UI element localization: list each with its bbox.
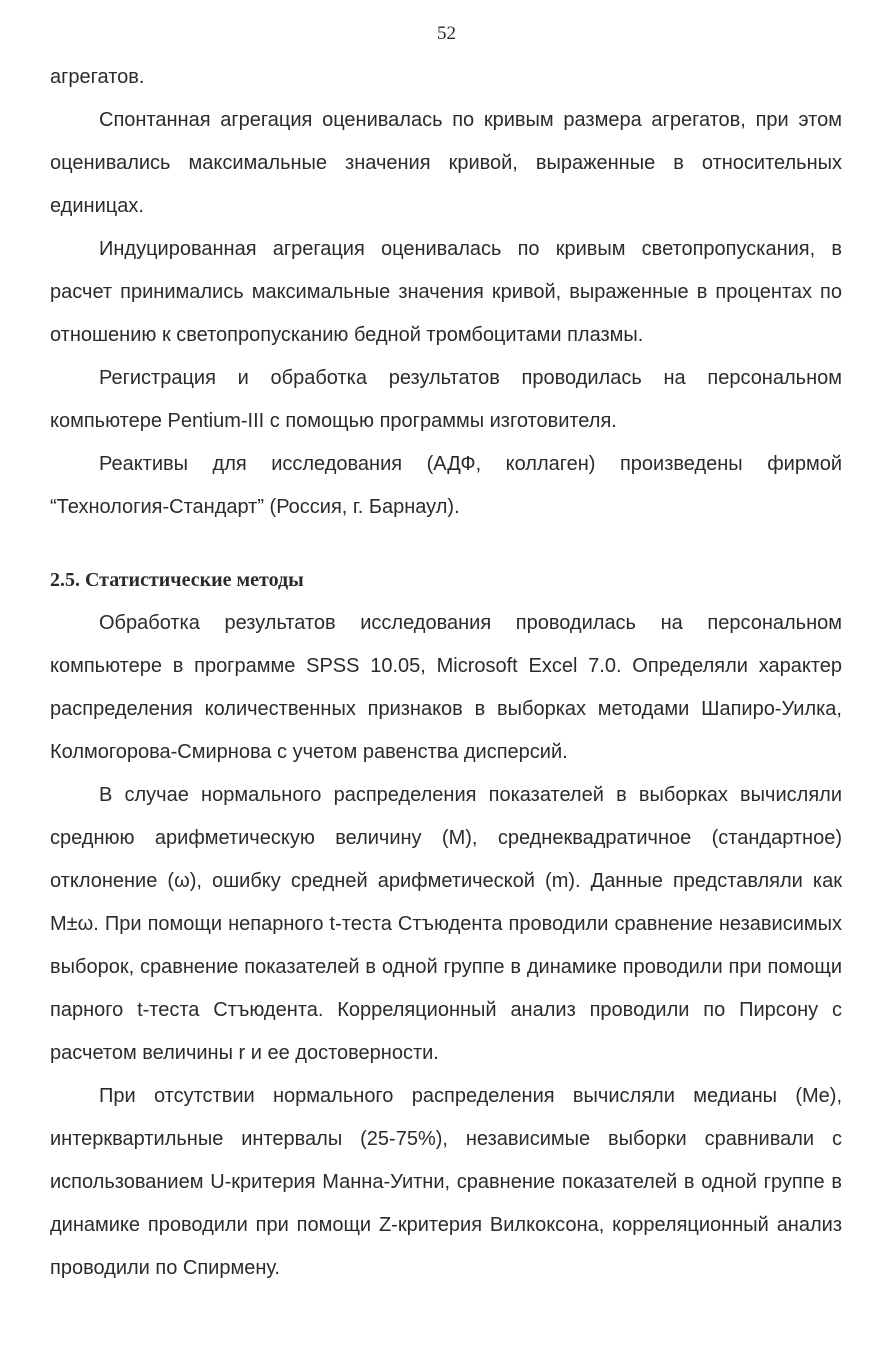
paragraph-continuation: агрегатов. (50, 66, 145, 88)
paragraph-reagents: Реактивы для исследования (АДФ, коллаген) произведены фирмой “Технология-Стандарт” (Россия, г. Барнаул). (50, 453, 842, 518)
paragraph-registration: Регистрация и обработка результатов проводилась на персональном компьютере Pentium-III с помощью программы изготовителя. (50, 367, 842, 432)
page-number: 52 (437, 23, 456, 44)
page-content (50, 56, 842, 1290)
paragraph-normal-distribution: В случае нормального распределения показателей в выборках вычисляли среднюю арифметическую величину (М), среднеквадратичное (стандартное) отклонение (ω), ошибку средней арифметической (m). Данные представляли как М±ω. При помощи непарного t-теста Стъюдента проводили сравнение независимых выборок, сравнение показателей в одной группе в динамике проводили при помощи парного t-теста Стъюдента. Корреляционный анализ проводили по Пирсону с расчетом величины r и ее достоверности. (50, 784, 842, 1064)
paragraph-statistics-processing: Обработка результатов исследования проводилась на персональном компьютере в программе SPSS 10.05, Microsoft Excel 7.0. Определяли характер распределения количественных признаков в выборках методами Шапиро-Уилка, Колмогорова-Смирнова с учетом равенства дисперсий. (50, 612, 842, 763)
paragraph-non-normal-distribution: При отсутствии нормального распределения вычисляли медианы (Me), интерквартильные интервалы (25-75%), независимые выборки сравнивали с использованием U-критерия Манна-Уитни, сравнение показателей в одной группе в динамике проводили при помощи Z-критерия Вилкоксона, корреляционный анализ проводили по Спирмену. (50, 1085, 842, 1279)
paragraph-spontaneous-aggregation: Спонтанная агрегация оценивалась по кривым размера агрегатов, при этом оценивались максимальные значения кривой, выраженные в относительных единицах. (50, 109, 842, 217)
section-heading: 2.5. Статистические методы (50, 569, 304, 591)
paragraph-induced-aggregation: Индуцированная агрегация оценивалась по кривым светопропускания, в расчет принимались максимальные значения кривой, выраженные в процентах по отношению к светопропусканию бедной тромбоцитами плазмы. (50, 238, 842, 346)
